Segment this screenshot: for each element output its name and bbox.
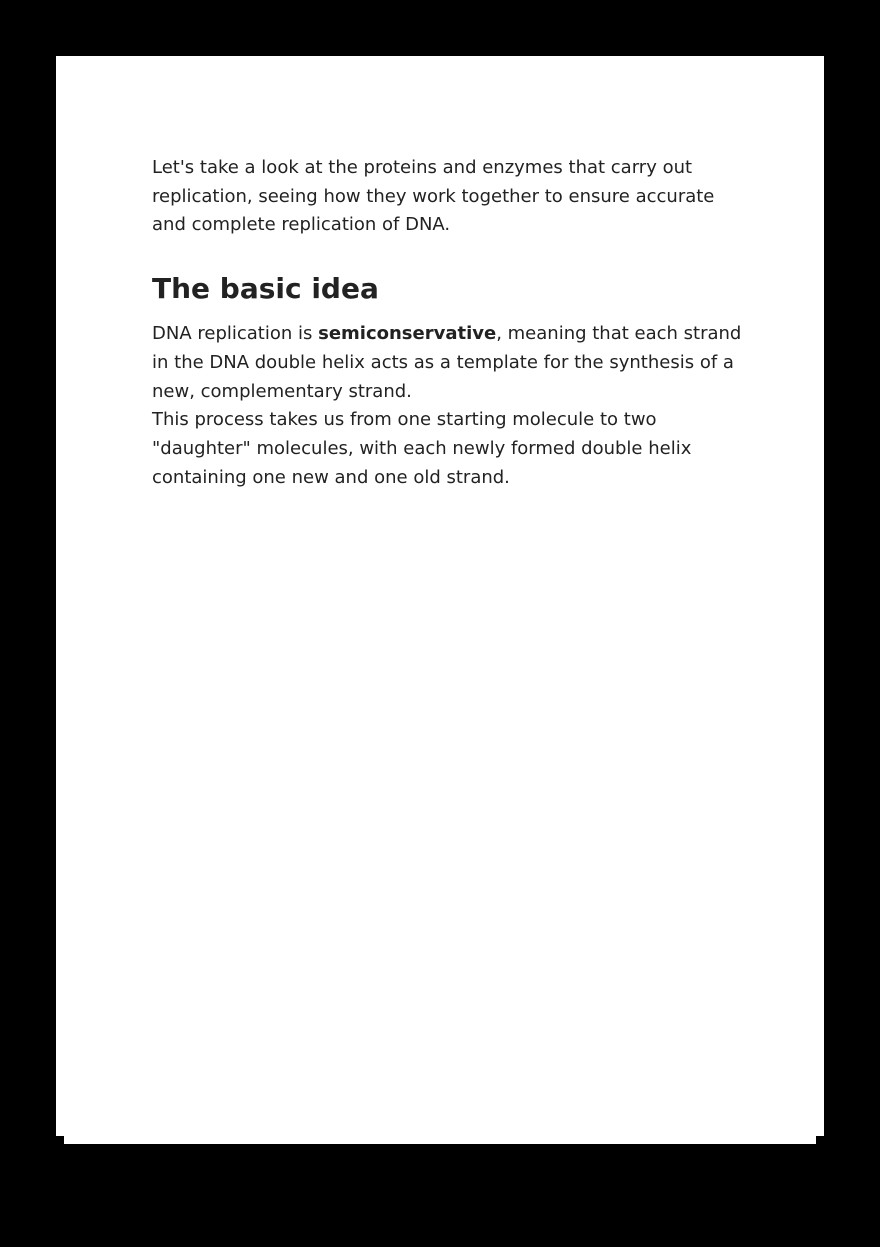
section-heading: The basic idea [152,272,379,306]
page-bottom-edge [64,1136,816,1144]
semiconservative-paragraph [152,320,742,406]
para1-before: DNA replication is [152,323,319,345]
document-page [56,56,824,1136]
para1-after: , meaning that each strand in the DNA double helix acts as a template for the synthesis of a new, complementary strand. [152,323,742,402]
semiconservative-term: semiconservative [318,323,497,345]
daughter-molecules-paragraph: This process takes us from one starting molecule to two "daughter" molecules, with each newly formed double helix containing one new and one old strand. [152,409,692,488]
intro-paragraph: Let's take a look at the proteins and enzymes that carry out replication, seeing how they work together to ensure accurate and complete replication of DNA. [152,157,715,236]
document-content [152,154,742,492]
